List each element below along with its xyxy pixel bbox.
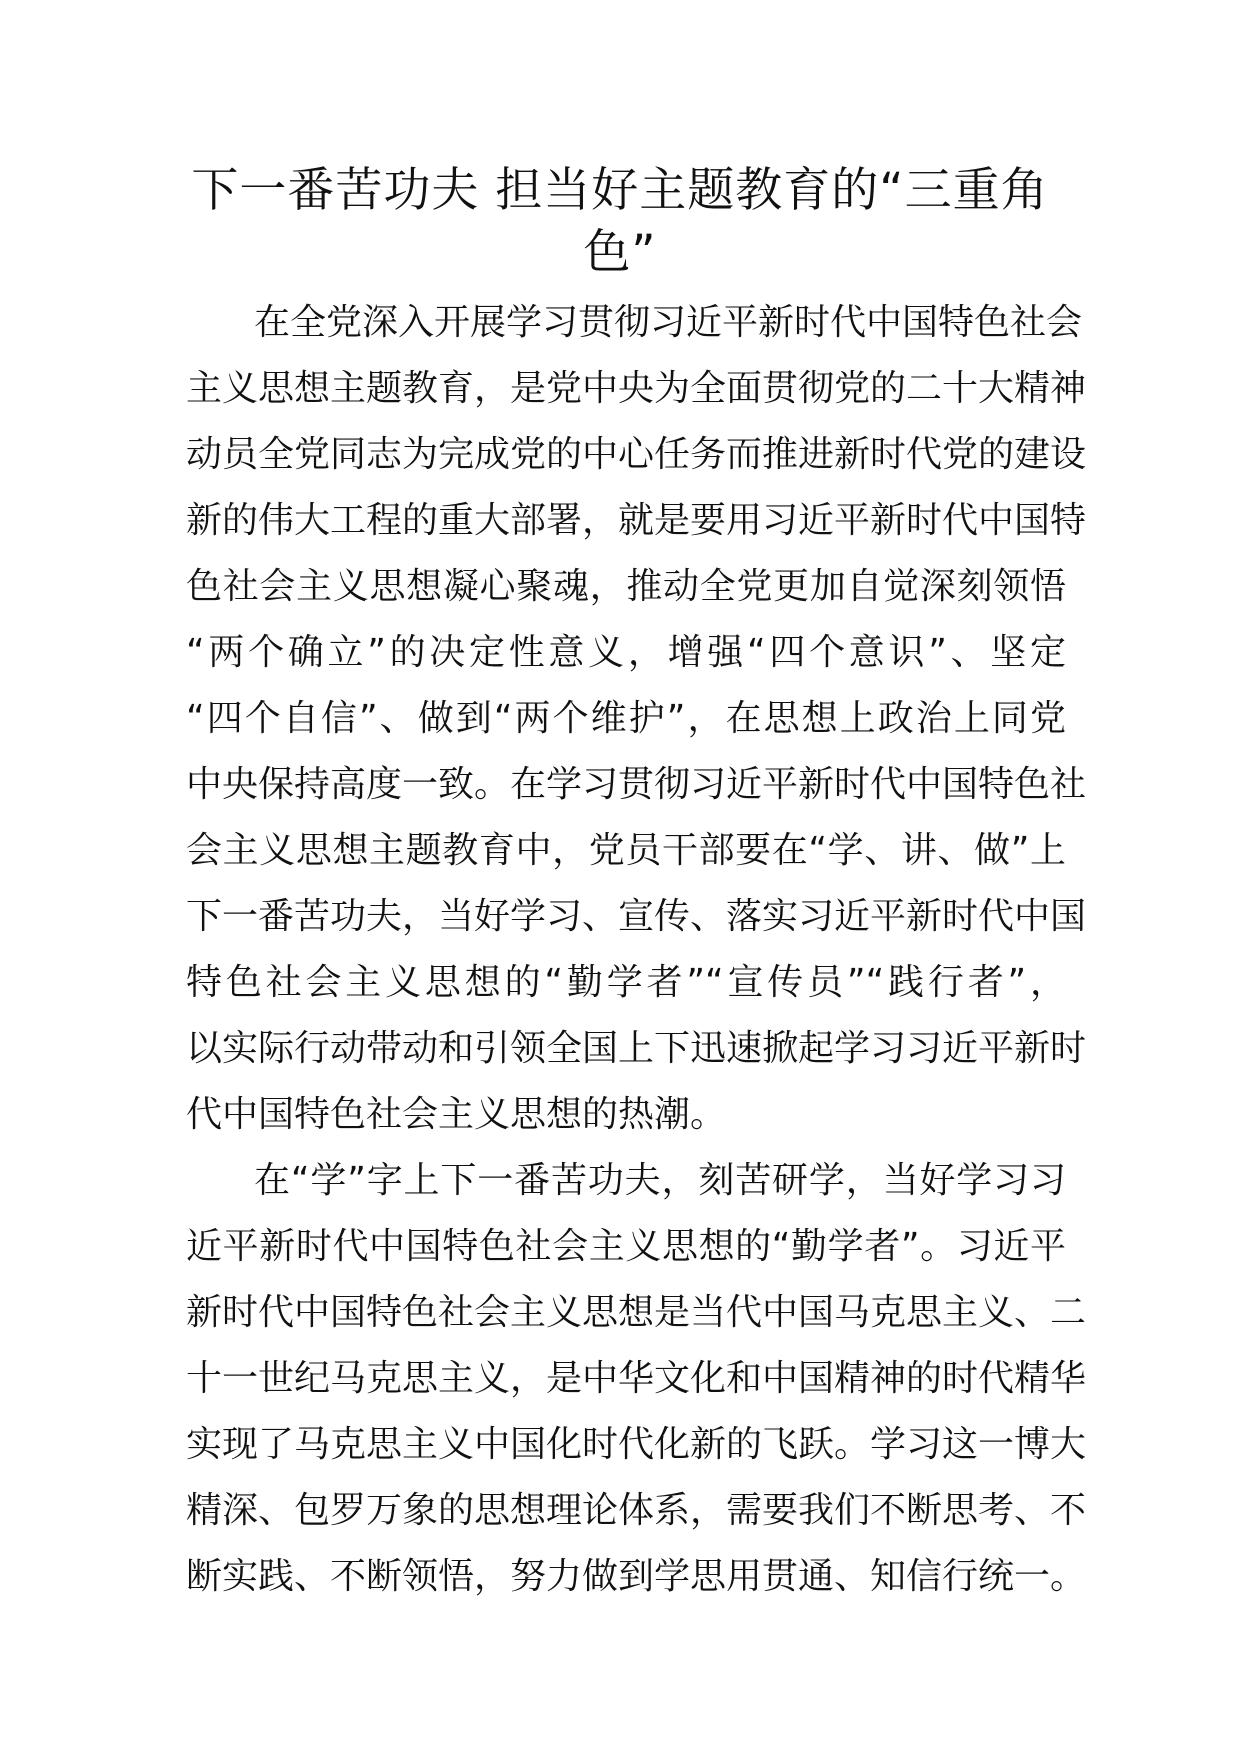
paragraph-1-line: 中央保持高度一致。在学习贯彻习近平新时代中国特色社 (186, 764, 1087, 805)
title-line-2: 色” (583, 225, 657, 280)
document-body (186, 290, 1087, 1610)
document-title (170, 160, 1070, 284)
paragraph-1-line: 主义思想主题教育，是党中央为全面贯彻党的二十大精神 (186, 368, 1087, 409)
paragraph-1-line: 色社会主义思想凝心聚魂，推动全党更加自觉深刻领悟 (186, 566, 1066, 607)
paragraph-1-line: 代中国特色社会主义思想的热潮。 (186, 1094, 727, 1135)
paragraph-1-line: 以实际行动带动和引领全国上下迅速掀起学习习近平新时 (186, 1028, 1087, 1069)
paragraph-2-line: 在“学”字上下一番苦功夫，刻苦研学，当好学习习 (254, 1160, 1066, 1201)
paragraph-2-line: 十一世纪马克思主义，是中华文化和中国精神的时代精华 (186, 1358, 1087, 1399)
paragraph-1-line: “四个自信”、做到“两个维护”，在思想上政治上同党 (186, 698, 1066, 739)
paragraph-1-line: 动员全党同志为完成党的中心任务而推进新时代党的建设 (186, 434, 1087, 475)
paragraph-2-line: 实现了马克思主义中国化时代化新的飞跃。学习这一博大 (186, 1424, 1087, 1465)
paragraph-1-line: “两个确立”的决定性意义，增强“四个意识”、坚定 (186, 632, 1066, 673)
paragraph-2-line: 精深、包罗万象的思想理论体系，需要我们不断思考、不 (186, 1490, 1087, 1531)
paragraph-1-line: 下一番苦功夫，当好学习、宣传、落实习近平新时代中国 (186, 896, 1087, 937)
paragraph-1-line: 在全党深入开展学习贯彻习近平新时代中国特色社会 (254, 302, 1083, 343)
paragraph-1 (186, 290, 1087, 1148)
paragraph-1-line: 新的伟大工程的重大部署，就是要用习近平新时代中国特 (186, 500, 1087, 541)
paragraph-2-line: 近平新时代中国特色社会主义思想的“勤学者”。习近平 (186, 1226, 1066, 1267)
paragraph-2 (186, 1148, 1087, 1610)
paragraph-1-line: 特色社会主义思想的“勤学者”“宣传员”“践行者”， (186, 962, 1066, 1003)
paragraph-2-line: 新时代中国特色社会主义思想是当代中国马克思主义、二 (186, 1292, 1087, 1333)
title-line-1: 下一番苦功夫 担当好主题教育的“三重角 (191, 163, 1049, 218)
paragraph-1-line: 会主义思想主题教育中，党员干部要在“学、讲、做”上 (186, 830, 1066, 871)
paragraph-2-line: 断实践、不断领悟，努力做到学思用贯通、知信行统一。 (186, 1556, 1087, 1597)
